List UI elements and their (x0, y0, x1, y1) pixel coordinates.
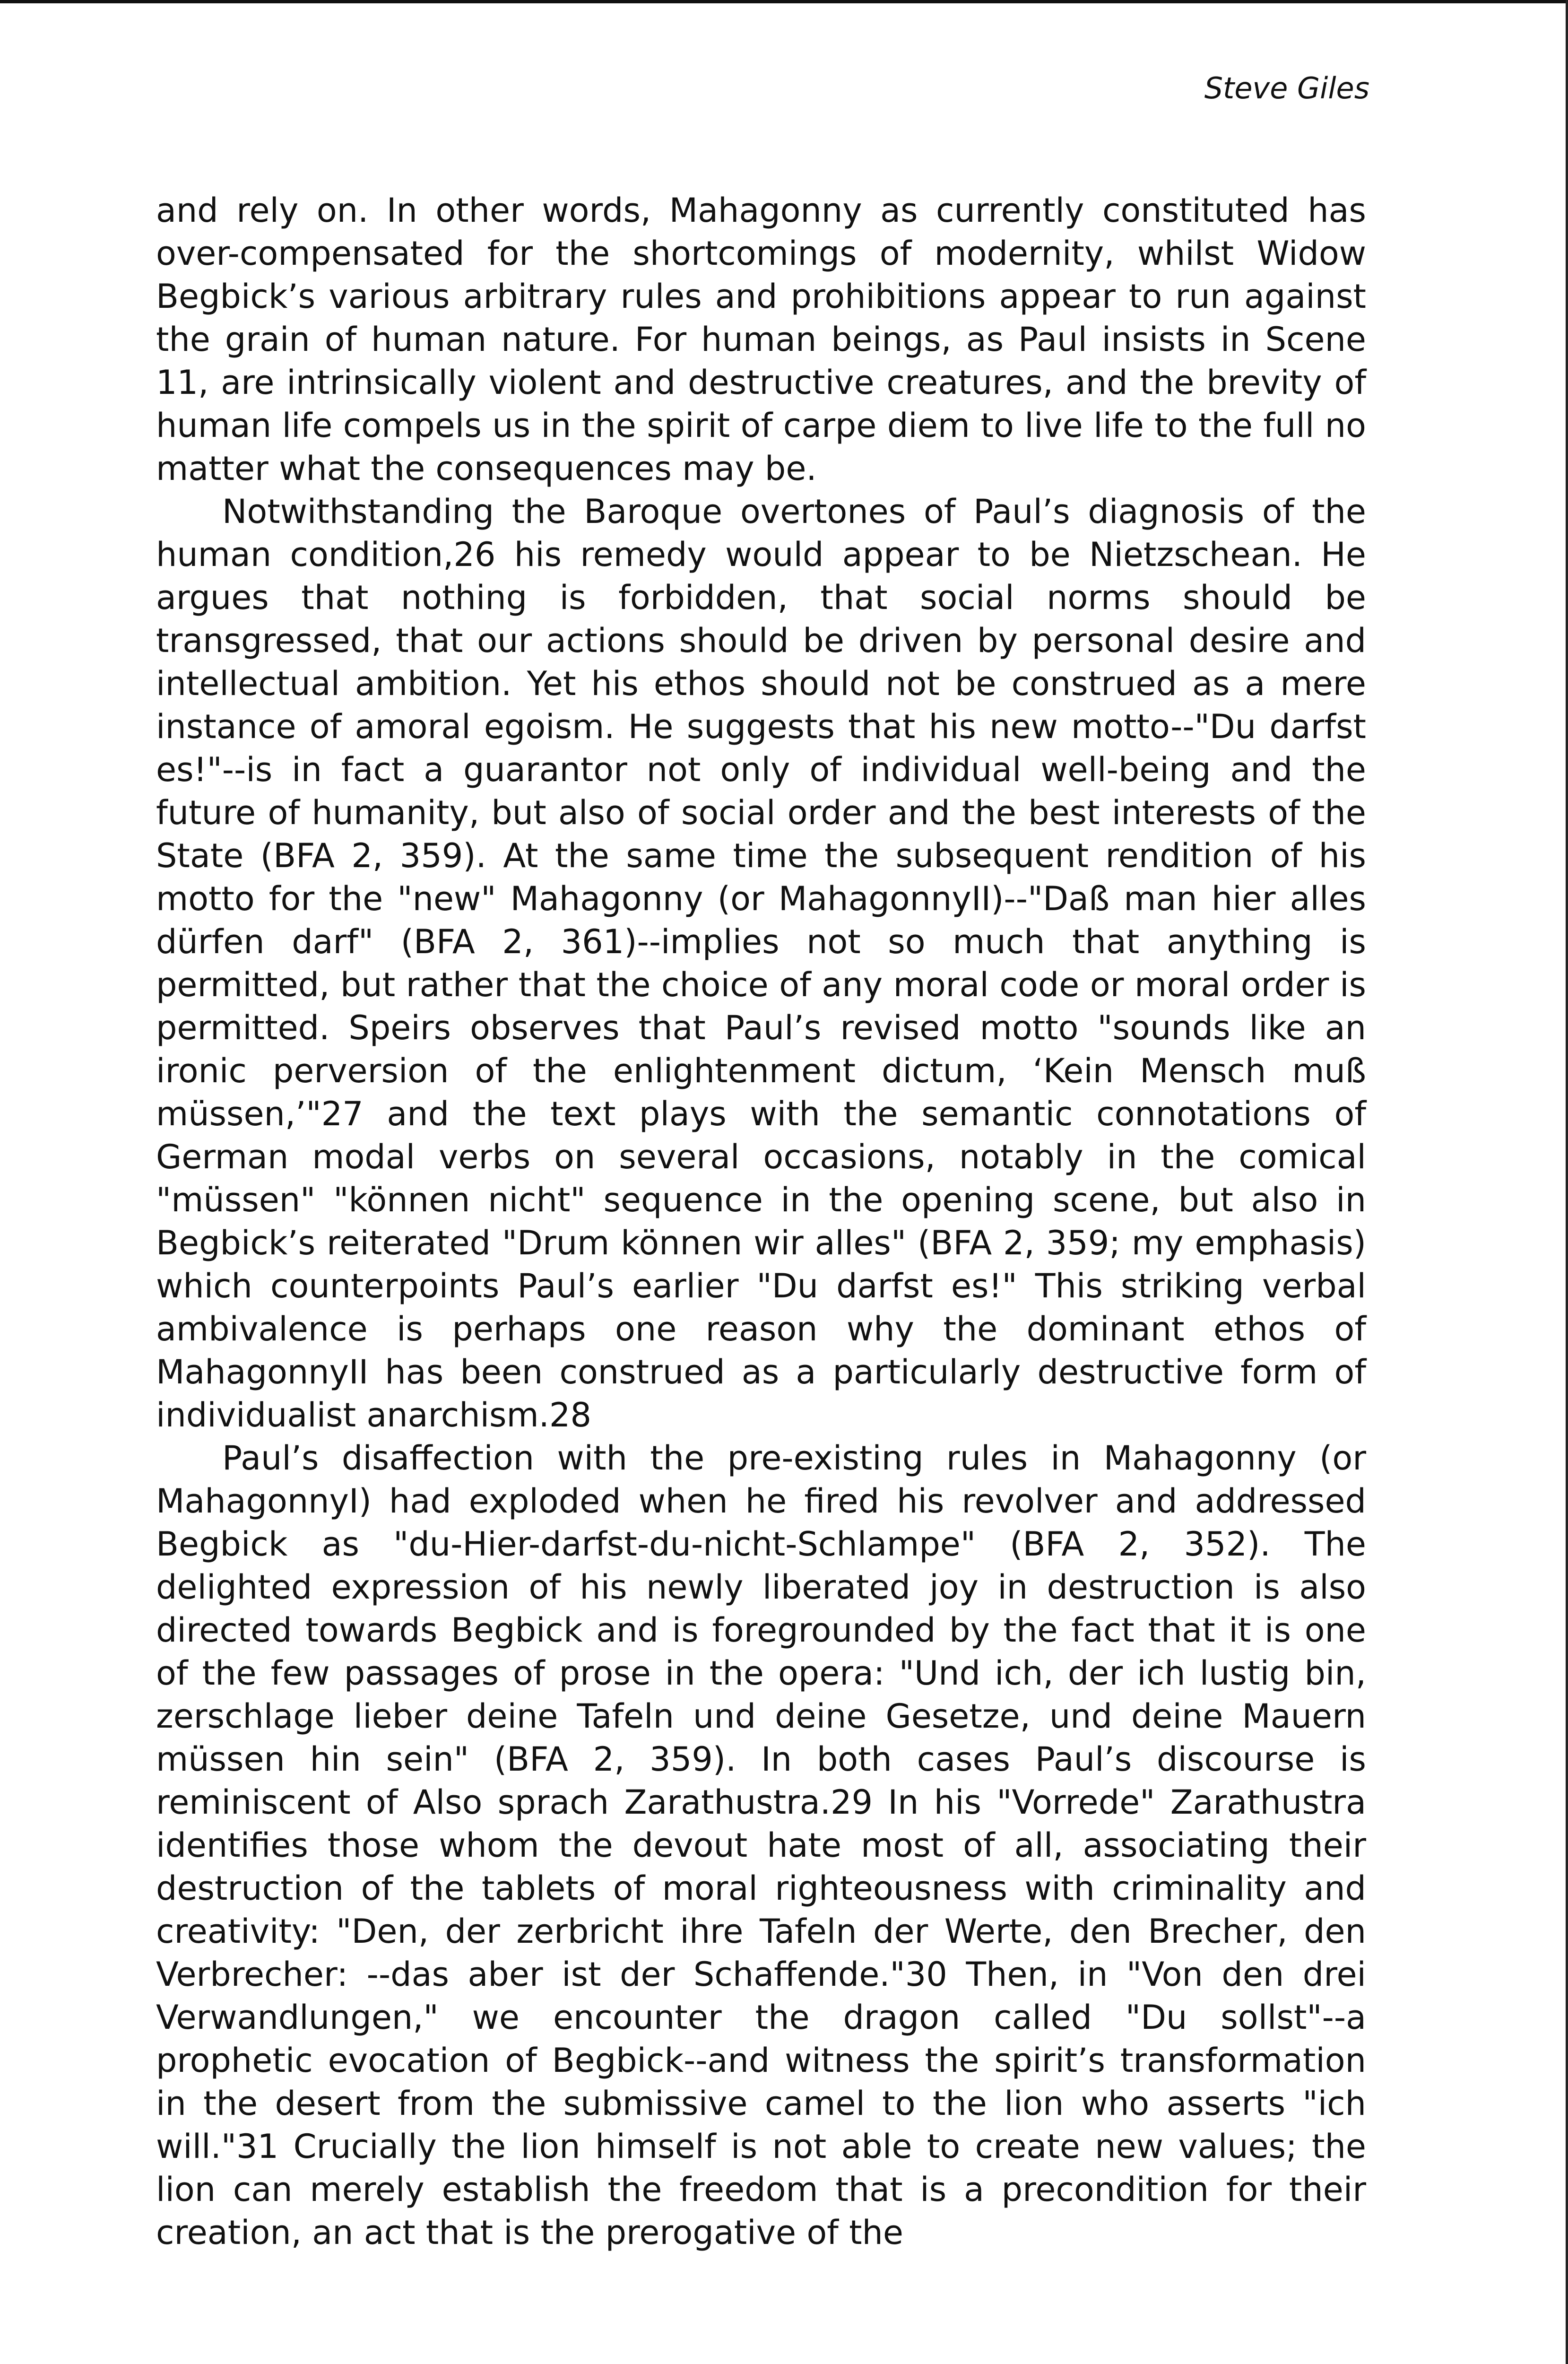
paragraph-1: and rely on. In other words, Mahagonny as currently constituted has over-compensated for the shortcomings of modernity, whilst Widow Begbick’s various arbitrary rules and prohibitions appear to run against the grain of human nature. For human beings, as Paul insists in Scene 11, are intrinsically violent and destructive creatures, and the brevity of human life compels us in the spirit of carpe diem to live life to the full no matter what the consequences may be. (156, 191, 1366, 488)
running-head: Steve Giles (1204, 71, 1369, 105)
right-border-line (1566, 0, 1568, 2364)
body-text (156, 189, 1366, 2254)
paragraph-3: Paul’s disaffection with the pre-existing rules in Mahagonny (or MahagonnyI) had exploded when he fired his revolver and addressed Begbick as "du-Hier-darfst-du-nicht-Schlampe" (BFA 2, 352). The delighted expression of his newly liberated joy in destruction is also directed towards Begbick and is foregrounded by the fact that it is one of the few passages of prose in the opera: "Und ich, der ich lustig bin, zerschlage lieber deine Tafeln und deine Gesetze, und deine Mauern müssen hin sein" (BFA 2, 359). In both cases Paul’s discourse is reminiscent of Also sprach Zarathustra.29 In his "Vorrede" Zarathustra identifies those whom the devout hate most of all, associating their destruction of the tablets of moral righteousness with criminality and creativity: "Den, der zerbricht ihre Tafeln der Werte, den Brecher, den Verbrecher: --das aber ist der Schaffende."30 Then, in "Von den drei Verwandlungen," we encounter the dragon called "Du sollst"--a prophetic evocation of Begbick--and witness the spirit’s transformation in the desert from the submissive camel to the lion who asserts "ich will."31 Crucially the lion himself is not able to create new values; the lion can merely establish the freedom that is a precondition for their creation, an act that is the prerogative of the (156, 1439, 1366, 2252)
paragraph-2: Notwithstanding the Baroque overtones of Paul’s diagnosis of the human condition,26 his remedy would appear to be Nietzschean. He argues that nothing is forbidden, that social norms should be transgressed, that our actions should be driven by personal desire and intellectual ambition. Yet his ethos should not be construed as a mere instance of amoral egoism. He suggests that his new motto--"Du darfst es!"--is in fact a guarantor not only of individual well-being and the future of humanity, but also of social order and the best interests of the State (BFA 2, 359). At the same time the subsequent rendition of his motto for the "new" Mahagonny (or MahagonnyII)--"Daß man hier alles dürfen darf" (BFA 2, 361)--implies not so much that anything is permitted, but rather that the choice of any moral code or moral order is permitted. Speirs observes that Paul’s revised motto "sounds like an ironic perversion of the enlightenment dictum, ‘Kein Mensch muß müssen,’"27 and the text plays with the semantic connotations of German modal verbs on several occasions, notably in the comical "müssen" "können nicht" sequence in the opening scene, but also in Begbick’s reiterated "Drum können wir alles" (BFA 2, 359; my emphasis) which counterpoints Paul’s earlier "Du darfst es!" This striking verbal ambivalence is perhaps one reason why the dominant ethos of MahagonnyII has been construed as a particularly destructive form of individualist anarchism.28 (156, 492, 1366, 1434)
top-border-line (0, 0, 1568, 3)
